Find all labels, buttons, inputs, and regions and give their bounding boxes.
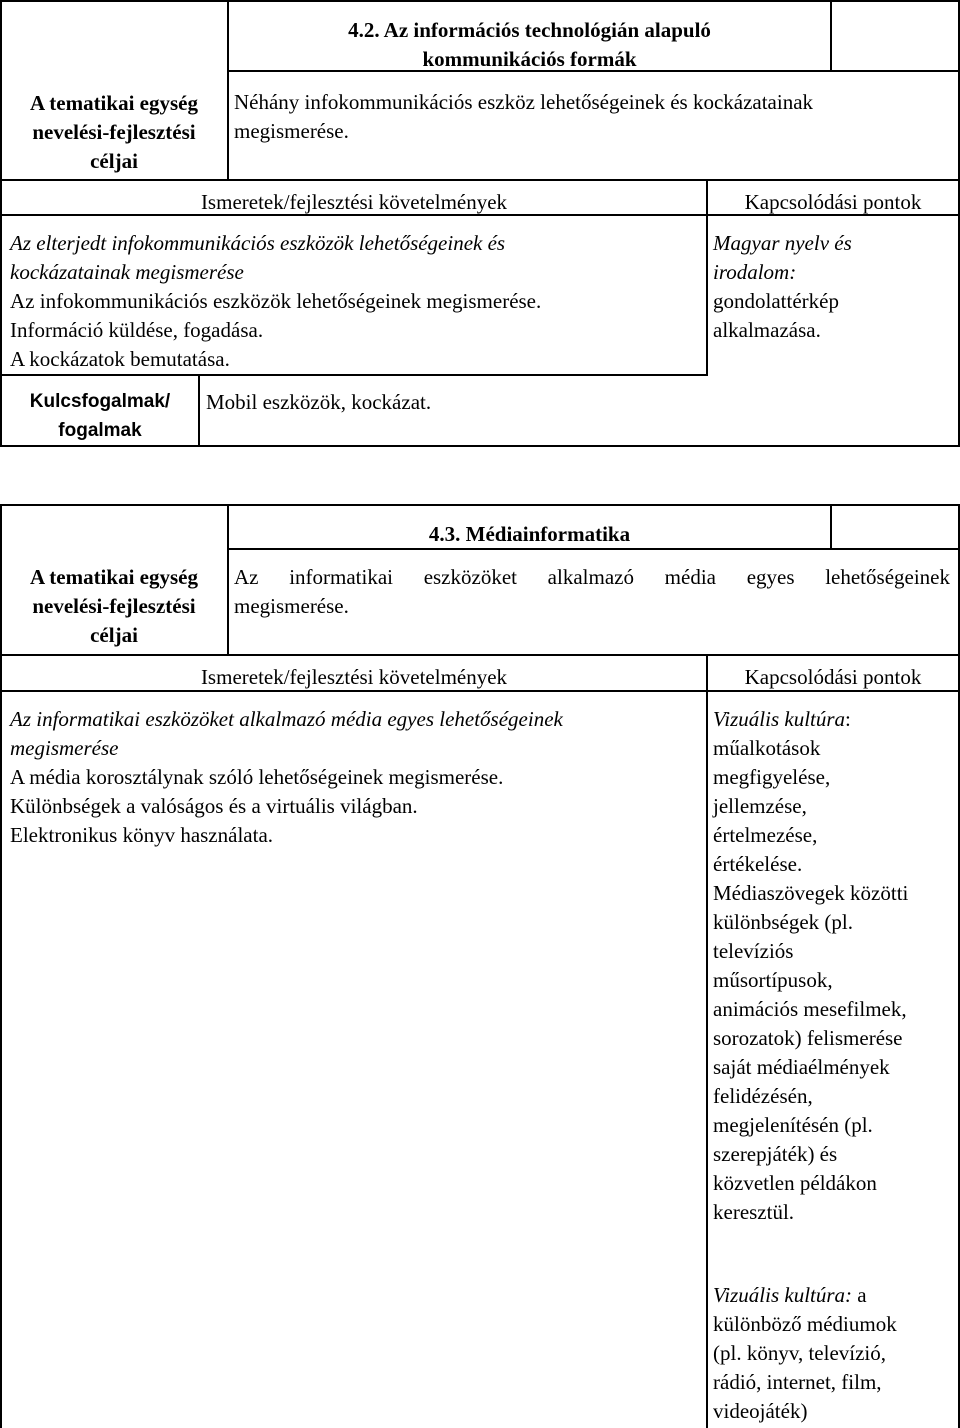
requirement-item: A kockázatok bemutatása. <box>10 347 230 371</box>
requirement-item: Különbségek a valóságos és a virtuális világban. <box>10 794 418 818</box>
connection-item: szerepjáték) és <box>713 1142 838 1166</box>
goal-text: megismerése. <box>234 119 349 143</box>
section-4-2-title-cont: kommunikációs formák <box>422 47 637 71</box>
connection-item: felidézésén, <box>713 1084 813 1108</box>
requirement-italic: kockázatainak megismerése <box>10 260 244 284</box>
connection-item: sorozatok) felismerése <box>713 1026 903 1050</box>
goal-text: Néhány infokommunikációs eszköz lehetőségeinek és kockázatainak <box>234 90 814 114</box>
connection-subject: Vizuális kultúra <box>713 707 846 731</box>
connection-item: saját médiaélmények <box>713 1055 890 1079</box>
goal-text: megismerése. <box>234 594 349 618</box>
requirement-item: Elektronikus könyv használata. <box>10 823 274 847</box>
requirement-italic: megismerése <box>10 736 119 760</box>
goal-label: nevelési-fejlesztési <box>32 594 196 618</box>
key-concepts-text: Mobil eszközök, kockázat. <box>206 390 432 414</box>
section-4-2-title: 4.2. Az információs technológián alapuló <box>348 18 711 42</box>
key-concepts-label: Kulcsfogalmak/ <box>29 391 171 412</box>
connection-item: alkalmazása. <box>713 318 821 342</box>
connection-item: értelmezése, <box>713 823 818 847</box>
connection-item: különbségek (pl. <box>713 910 853 934</box>
connection-item: megjelenítésén (pl. <box>713 1113 873 1137</box>
connection-item: műsortípusok, <box>713 968 833 992</box>
requirement-item: Információ küldése, fogadása. <box>10 318 264 342</box>
connection-item: értékelése. <box>713 852 803 876</box>
connection-item: (pl. könyv, televízió, <box>713 1341 887 1365</box>
requirement-italic: Az elterjedt infokommunikációs eszközök lehetőségeinek és <box>10 231 506 255</box>
goal-label: céljai <box>90 149 138 173</box>
connection-item: videojáték) <box>713 1399 808 1423</box>
requirement-item: Az infokommunikációs eszközök lehetőségeinek megismerése. <box>10 289 542 313</box>
connections-header: Kapcsolódási pontok <box>744 190 922 214</box>
section-4-3-title: 4.3. Médiainformatika <box>428 522 631 546</box>
requirements-header: Ismeretek/fejlesztési követelmények <box>200 190 508 214</box>
requirements-header: Ismeretek/fejlesztési követelmények <box>200 665 508 689</box>
goal-text: Az informatikai eszközöket alkalmazó média egyes lehetőségeinek <box>234 565 950 589</box>
requirement-italic: Az informatikai eszközöket alkalmazó média egyes lehetőségeinek <box>10 707 563 731</box>
connection-item: műalkotások <box>713 736 821 760</box>
connection-subject: Vizuális kultúra: <box>713 1283 853 1307</box>
connection-item: rádió, internet, film, <box>713 1370 882 1394</box>
connection-item: különböző médiumok <box>713 1312 897 1336</box>
key-concepts-label: fogalmak <box>58 420 142 441</box>
connection-item: gondolattérkép <box>713 289 839 313</box>
goal-label: nevelési-fejlesztési <box>32 120 196 144</box>
goal-label: A tematikai egység <box>30 91 198 115</box>
connection-item: megfigyelése, <box>713 765 831 789</box>
connection-italic: irodalom: <box>713 260 797 284</box>
connection-item: animációs mesefilmek, <box>713 997 907 1021</box>
connection-italic: Magyar nyelv és <box>713 231 852 255</box>
connection-item: televíziós <box>713 939 794 963</box>
connection-item: jellemzése, <box>713 794 807 818</box>
connection-item: keresztül. <box>713 1200 795 1224</box>
requirement-item: A média korosztálynak szóló lehetőségeinek megismerése. <box>10 765 504 789</box>
connections-header: Kapcsolódási pontok <box>744 665 922 689</box>
connection-item: Médiaszövegek közötti <box>713 881 909 905</box>
goal-label: A tematikai egység <box>30 565 198 589</box>
connection-subject-line: Vizuális kultúra: <box>713 707 851 731</box>
goal-label: céljai <box>90 623 138 647</box>
connection-subject-line: Vizuális kultúra: a <box>713 1283 867 1307</box>
connection-item: közvetlen példákon <box>713 1171 877 1195</box>
